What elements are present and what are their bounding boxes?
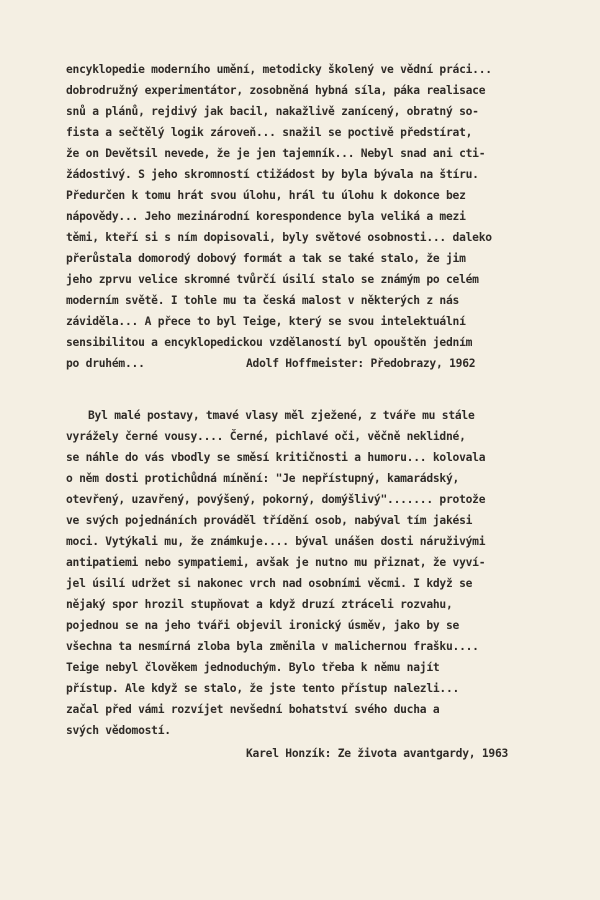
- passage2-line-15: začal před vámi rozvíjet nevšední bohatství svého ducha a: [66, 703, 440, 716]
- passage2-line-5: otevřený, uzavřený, povýšený, pokorný, domýšlivý"....... protože: [66, 493, 486, 506]
- passage1-line-1: encyklopedie moderního umění, metodicky školený ve vědní práci...: [66, 63, 492, 76]
- passage1-line-14: sensibilitou a encyklopedickou vzdělaností byl opouštěn jedním: [66, 336, 473, 349]
- passage2-line-10: nějaký spor hrozil stupňovat a když druzí ztráceli rozvahu,: [66, 598, 453, 611]
- passage1-line-13: záviděla... A přece to byl Teige, který se svou intelektuální: [66, 315, 466, 328]
- passage2-line-12: všechna ta nesmírná zloba byla změnila v malichernou frašku....: [66, 640, 479, 653]
- passage2-attribution: Karel Honzík: Ze života avantgardy, 1963: [246, 747, 509, 760]
- passage1-line-3: snů a plánů, rejdivý jak bacil, nakažlivě zanícený, obratný so-: [66, 105, 479, 118]
- passage2-line-4: o něm dosti protichůdná mínění: "Je nepřístupný, kamarádský,: [66, 472, 460, 485]
- passage1-line-8: nápovědy... Jeho mezinárodní korespondence byla veliká a mezi: [66, 210, 466, 223]
- passage1-line-7: Předurčen k tomu hrát svou úlohu, hrál tu úlohu k dokonce bez: [66, 189, 466, 202]
- passage2-line-8: antipatiemi nebo sympatiemi, avšak je nutno mu přiznat, že vyví-: [66, 556, 486, 569]
- passage2-line-9: jel úsilí udržet si nakonec vrch nad osobními věcmi. I když se: [66, 577, 473, 590]
- passage1-line-6: žádostivý. S jeho skromností ctižádost by byla bývala na štíru.: [66, 168, 479, 181]
- passage2-line-11: pojednou se na jeho tváři objevil ironický úsměv, jako by se: [66, 619, 460, 632]
- passage1-line-2: dobrodružný experimentátor, zosobněná hybná síla, páka realisace: [66, 84, 486, 97]
- passage2-line-2: vyrážely černé vousy.... Černé, pichlavé oči, věčně neklidné,: [66, 430, 466, 443]
- passage2-line-7: moci. Vytýkali mu, že známkuje.... býval unášen dosti náruživými: [66, 535, 486, 548]
- passage1-line-4: fista a sečtělý logik zároveň... snažil se poctivě předstírat,: [66, 126, 473, 139]
- passage1-line-5: že on Devětsil nevede, že je jen tajemník... Nebyl snad ani cti-: [66, 147, 486, 160]
- passage2-line-6: ve svých pojednáních prováděl třídění osob, nabýval tím jakési: [66, 514, 473, 527]
- passage1-line-11: jeho zprvu velice skromné tvůrčí úsilí stalo se známým po celém: [66, 273, 479, 286]
- passage1-line-10: přerůstala domorodý dobový formát a tak se také stalo, že jim: [66, 252, 466, 265]
- passage1-attribution: Adolf Hoffmeister: Předobrazy, 1962: [246, 357, 476, 370]
- passage2-line-14: přístup. Ale když se stalo, že jste tento přístup nalezli...: [66, 682, 460, 695]
- passage1-line-15: po druhém...: [66, 357, 145, 370]
- passage1-line-9: těmi, kteří si s ním dopisovali, byly světové osobnosti... daleko: [66, 231, 492, 244]
- passage2-line-1: Byl malé postavy, tmavé vlasy měl zježené, z tváře mu stále: [88, 409, 475, 422]
- passage2-line-13: Teige nebyl člověkem jednoduchým. Bylo třeba k němu najít: [66, 661, 440, 674]
- passage1-line-12: moderním světě. I tohle mu ta česká malost v některých z nás: [66, 294, 460, 307]
- passage2-line-3: se náhle do vás vbodly se směsí kritičnosti a humoru... kolovala: [66, 451, 486, 464]
- passage2-line-16: svých vědomostí.: [66, 724, 171, 737]
